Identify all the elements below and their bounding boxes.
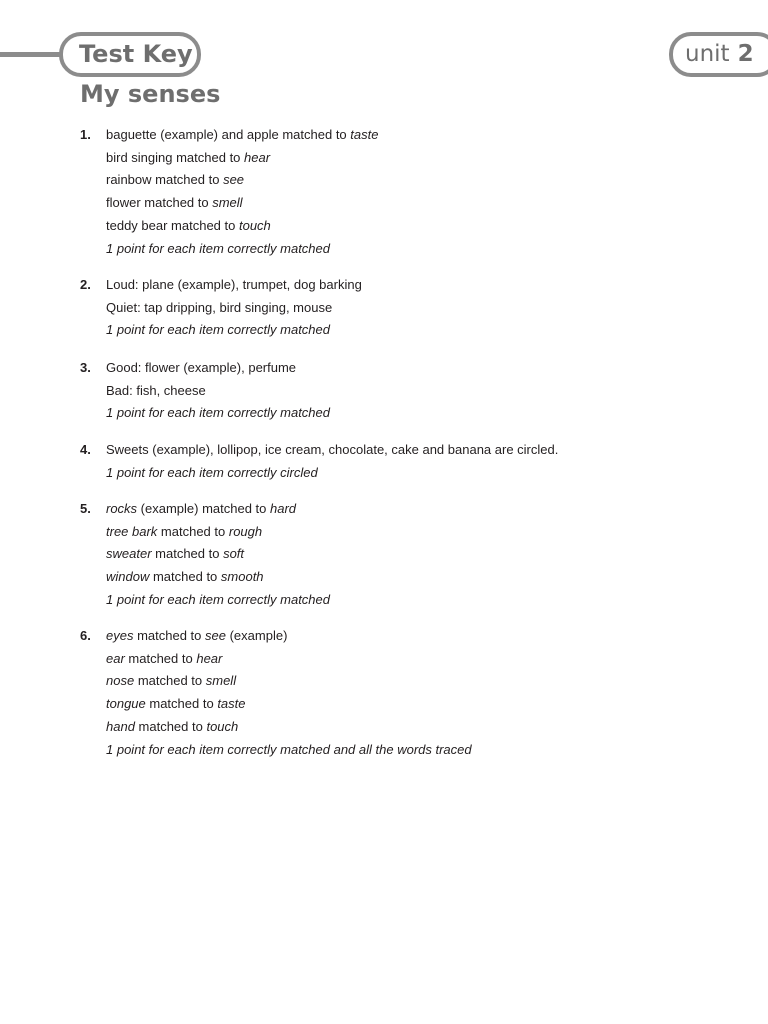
- header-rule: [0, 52, 64, 57]
- answer-lines: [106, 439, 716, 484]
- question-number: 4.: [80, 442, 91, 457]
- unit-number: 2: [737, 41, 754, 67]
- scoring-note: 1 point for each item correctly matched: [106, 322, 330, 338]
- scoring-note: 1 point for each item correctly matched: [106, 591, 330, 607]
- test-key-label: Test Key: [79, 40, 193, 68]
- answer-line: teddy bear matched to touch: [106, 217, 271, 233]
- answer-line: ear matched to hear: [106, 650, 223, 666]
- answer-line: bird singing matched to hear: [106, 149, 271, 165]
- scoring-note: 1 point for each item correctly matched and all the words traced: [106, 741, 472, 757]
- answer-line: Good: flower (example), perfume: [106, 360, 297, 375]
- answer-line: tree bark matched to rough: [106, 523, 263, 539]
- answer-lines: [106, 357, 716, 425]
- question-number: 5.: [80, 501, 91, 516]
- question-number: 3.: [80, 360, 91, 375]
- unit-badge: [669, 32, 768, 77]
- answer-line: Sweets (example), lollipop, ice cream, chocolate, cake and banana are circled.: [106, 442, 559, 457]
- test-key-badge: [59, 32, 201, 77]
- answer-line: window matched to smooth: [106, 569, 264, 585]
- answer-line: Quiet: tap dripping, bird singing, mouse: [106, 299, 333, 315]
- question-number: 6.: [80, 628, 91, 643]
- answer-line: hand matched to touch: [106, 718, 239, 734]
- answer-lines: [106, 124, 716, 260]
- answer-line: nose matched to smell: [106, 673, 237, 689]
- answer-lines: [106, 274, 716, 342]
- answer-line: baguette (example) and apple matched to taste: [106, 127, 379, 142]
- question-number: 1.: [80, 127, 91, 142]
- answer-line: Bad: fish, cheese: [106, 382, 206, 398]
- answer-lines: [106, 625, 716, 761]
- scoring-note: 1 point for each item correctly matched: [106, 240, 330, 256]
- unit-word: unit: [685, 41, 730, 67]
- answer-line: tongue matched to taste: [106, 696, 246, 712]
- answer-line: Loud: plane (example), trumpet, dog barking: [106, 277, 362, 292]
- answer-line: rainbow matched to see: [106, 172, 245, 188]
- scoring-note: 1 point for each item correctly matched: [106, 405, 330, 421]
- answer-line: rocks (example) matched to hard: [106, 501, 297, 516]
- answer-line: sweater matched to soft: [106, 546, 245, 562]
- answer-line: eyes matched to see (example): [106, 628, 288, 643]
- page-title: My senses: [80, 80, 221, 108]
- scoring-note: 1 point for each item correctly circled: [106, 464, 318, 480]
- question-number: 2.: [80, 277, 91, 292]
- answer-lines: [106, 498, 716, 612]
- answer-line: flower matched to smell: [106, 195, 243, 211]
